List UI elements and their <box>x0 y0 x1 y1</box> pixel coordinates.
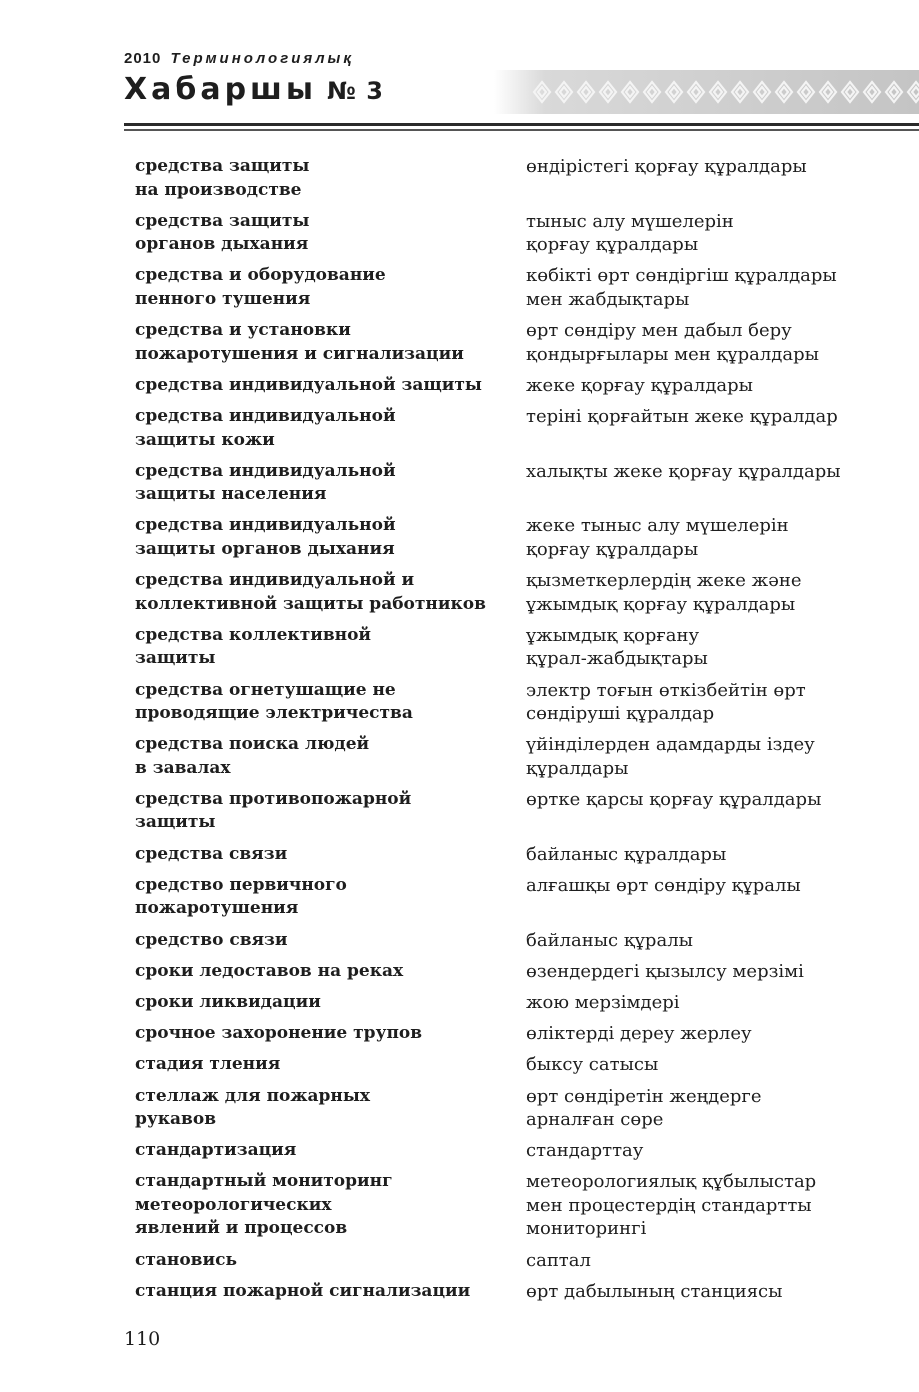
term-russian <box>135 460 515 507</box>
term-russian <box>135 1022 515 1046</box>
term-russian <box>135 874 515 921</box>
term-kazakh <box>526 569 856 616</box>
term-russian-line: средства индивидуальной защиты <box>135 374 482 395</box>
term-russian-line: средства коллективной <box>135 624 372 645</box>
term-kazakh-line: теріні қорғайтын жеке құралдар <box>526 406 838 427</box>
term-kazakh-line: мониторингі <box>526 1218 647 1240</box>
term-russian <box>135 1085 515 1132</box>
term-kazakh-line: стандарттау <box>526 1140 644 1162</box>
term-russian-line: средства противопожарной <box>135 788 412 809</box>
term-kazakh <box>526 319 856 366</box>
term-kazakh <box>526 960 856 984</box>
term-russian-line: пожаротушения <box>135 898 299 919</box>
term-kazakh <box>526 874 856 898</box>
term-kazakh-line: мен жабдықтары <box>526 288 690 310</box>
term-kazakh-line: қызметкерлердің жеке және <box>526 570 802 592</box>
term-russian-line: срочное захоронение трупов <box>135 1023 423 1044</box>
term-kazakh <box>526 1022 856 1046</box>
term-russian-line: рукавов <box>135 1109 217 1129</box>
term-russian-line: средства индивидуальной и <box>135 570 415 591</box>
term-kazakh <box>526 991 856 1015</box>
term-russian-line: средства индивидуальной <box>135 406 396 426</box>
term-kazakh-line: өліктерді дереу жерлеу <box>526 1023 752 1045</box>
term-russian-line: средства и оборудование <box>135 265 386 286</box>
term-kazakh <box>526 624 856 671</box>
term-kazakh-line: құралдары <box>526 757 629 779</box>
term-russian-line: становись <box>135 1249 237 1270</box>
term-russian-line: средства индивидуальной <box>135 460 396 481</box>
term-russian <box>135 1170 515 1241</box>
header-issue: № 3 <box>327 77 384 105</box>
term-russian-line: защиты <box>135 812 216 833</box>
term-kazakh-line: өрт дабылының станциясы <box>526 1280 783 1302</box>
term-russian-line: явлений и процессов <box>135 1218 348 1239</box>
term-russian <box>135 155 515 202</box>
term-russian <box>135 1139 515 1163</box>
header-title-line2: Хабаршы <box>124 72 318 107</box>
term-kazakh-line: метеорологиялық құбылыстар <box>526 1171 817 1193</box>
header-title-line2-row <box>124 72 384 107</box>
term-russian-line: метеорологических <box>135 1194 332 1215</box>
term-kazakh <box>526 1139 856 1163</box>
term-russian-line: средства поиска людей <box>135 734 370 755</box>
term-russian-line: сроки ликвидации <box>135 991 321 1012</box>
term-kazakh-line: өрт сөндіретін жеңдерге <box>526 1085 762 1107</box>
header-rule-thick <box>124 123 919 126</box>
term-russian-line: стандартизация <box>135 1140 297 1161</box>
term-russian <box>135 960 515 984</box>
term-kazakh-line: байланыс құралы <box>526 929 693 951</box>
term-kazakh-line: алғашқы өрт сөндіру құралы <box>526 874 801 896</box>
term-russian-line: сроки ледоставов на реках <box>135 960 404 981</box>
term-russian-line: защиты органов дыхания <box>135 538 395 559</box>
term-kazakh <box>526 679 856 726</box>
term-russian-line: проводящие электричества <box>135 703 413 723</box>
header-year-line <box>124 50 354 67</box>
term-russian-line: коллективной защиты работников <box>135 593 486 614</box>
term-russian <box>135 374 515 398</box>
term-kazakh-line: саптал <box>526 1249 591 1271</box>
term-kazakh <box>526 843 856 867</box>
term-russian-line: на производстве <box>135 179 302 200</box>
term-kazakh-line: ұжымдық қорғау құралдары <box>526 593 796 615</box>
term-kazakh <box>526 155 856 179</box>
term-kazakh-line: сөндіруші құралдар <box>526 703 715 724</box>
term-russian <box>135 1280 515 1304</box>
term-kazakh-line: жеке қорғау құралдары <box>526 374 753 396</box>
term-kazakh <box>526 1249 856 1273</box>
term-kazakh <box>526 1170 856 1241</box>
term-kazakh-line: ұжымдық қорғану <box>526 624 700 646</box>
term-russian-line: средства огнетушащие не <box>135 679 396 700</box>
term-russian <box>135 679 515 726</box>
term-russian <box>135 405 515 452</box>
term-russian-line: средство связи <box>135 929 288 950</box>
term-kazakh-line: өзендердегі қызылсу мерзімі <box>526 960 804 982</box>
term-russian-line: пенного тушения <box>135 288 311 309</box>
term-russian <box>135 319 515 366</box>
term-russian-line: стеллаж для пожарных <box>135 1085 371 1106</box>
ornament-band <box>494 70 919 114</box>
term-kazakh <box>526 1085 856 1132</box>
term-kazakh <box>526 1053 856 1077</box>
term-russian <box>135 929 515 953</box>
term-kazakh-line: қорғау құралдары <box>526 538 699 560</box>
term-kazakh-line: халықты жеке қорғау құралдары <box>526 460 841 482</box>
term-russian-line: в завалах <box>135 757 231 778</box>
term-russian <box>135 843 515 867</box>
header-title-line1: Терминологиялық <box>170 50 354 67</box>
term-kazakh-line: байланыс құралдары <box>526 843 727 865</box>
term-russian <box>135 991 515 1015</box>
journal-header <box>124 50 919 136</box>
term-russian <box>135 514 515 561</box>
term-kazakh-line: тыныс алу мүшелерін <box>526 210 734 232</box>
term-russian <box>135 1053 515 1077</box>
term-kazakh-line: мен процестердің стандартты <box>526 1194 812 1216</box>
term-kazakh <box>526 1280 856 1304</box>
term-kazakh-line: өндірістегі қорғау құралдары <box>526 156 807 177</box>
term-russian-line: пожаротушения и сигнализации <box>135 343 464 364</box>
header-year: 2010 <box>124 50 162 67</box>
term-russian <box>135 264 515 311</box>
term-kazakh-line: құрал-жабдықтары <box>526 648 708 670</box>
term-russian-line: защиты кожи <box>135 429 275 450</box>
term-russian <box>135 1249 515 1273</box>
term-russian <box>135 788 515 835</box>
term-russian-line: средство первичного <box>135 874 347 895</box>
term-kazakh <box>526 929 856 953</box>
term-russian-line: станция пожарной сигнализации <box>135 1280 471 1301</box>
term-kazakh <box>526 733 856 780</box>
term-russian <box>135 569 515 616</box>
term-russian <box>135 733 515 780</box>
term-kazakh-line: быксу сатысы <box>526 1054 659 1076</box>
term-russian <box>135 624 515 671</box>
term-kazakh-line: жеке тыныс алу мүшелерін <box>526 515 789 537</box>
term-russian-line: защиты <box>135 648 216 669</box>
term-russian-line: органов дыхания <box>135 234 309 255</box>
term-kazakh <box>526 210 856 257</box>
term-russian-line: стандартный мониторинг <box>135 1171 393 1192</box>
term-kazakh <box>526 264 856 311</box>
term-kazakh-line: электр тоғын өткізбейтін өрт <box>526 679 806 701</box>
term-russian-line: средства защиты <box>135 210 310 231</box>
term-kazakh-line: өртке қарсы қорғау құралдары <box>526 788 822 810</box>
header-rule-thin <box>124 129 919 131</box>
term-kazakh <box>526 405 856 429</box>
term-russian-line: средства защиты <box>135 156 310 176</box>
term-kazakh <box>526 514 856 561</box>
term-kazakh-line: қорғау құралдары <box>526 234 699 256</box>
term-russian-line: средства и установки <box>135 320 351 341</box>
term-russian-line: средства связи <box>135 843 288 864</box>
term-kazakh <box>526 374 856 398</box>
term-kazakh <box>526 460 856 484</box>
term-russian <box>135 210 515 257</box>
term-russian-line: защиты населения <box>135 484 327 505</box>
term-kazakh <box>526 788 856 812</box>
term-kazakh-line: арналған сөре <box>526 1109 664 1130</box>
term-russian-line: стадия тления <box>135 1054 281 1075</box>
term-kazakh-line: өрт сөндіру мен дабыл беру <box>526 320 792 342</box>
term-kazakh-line: қондырғылары мен құралдары <box>526 343 819 365</box>
page-number: 110 <box>124 1328 161 1350</box>
term-kazakh-line: жою мерзімдері <box>526 991 680 1013</box>
term-kazakh-line: көбікті өрт сөндіргіш құралдары <box>526 265 837 287</box>
term-kazakh-line: үйінділерден адамдарды іздеу <box>526 734 815 756</box>
term-russian-line: средства индивидуальной <box>135 515 396 536</box>
